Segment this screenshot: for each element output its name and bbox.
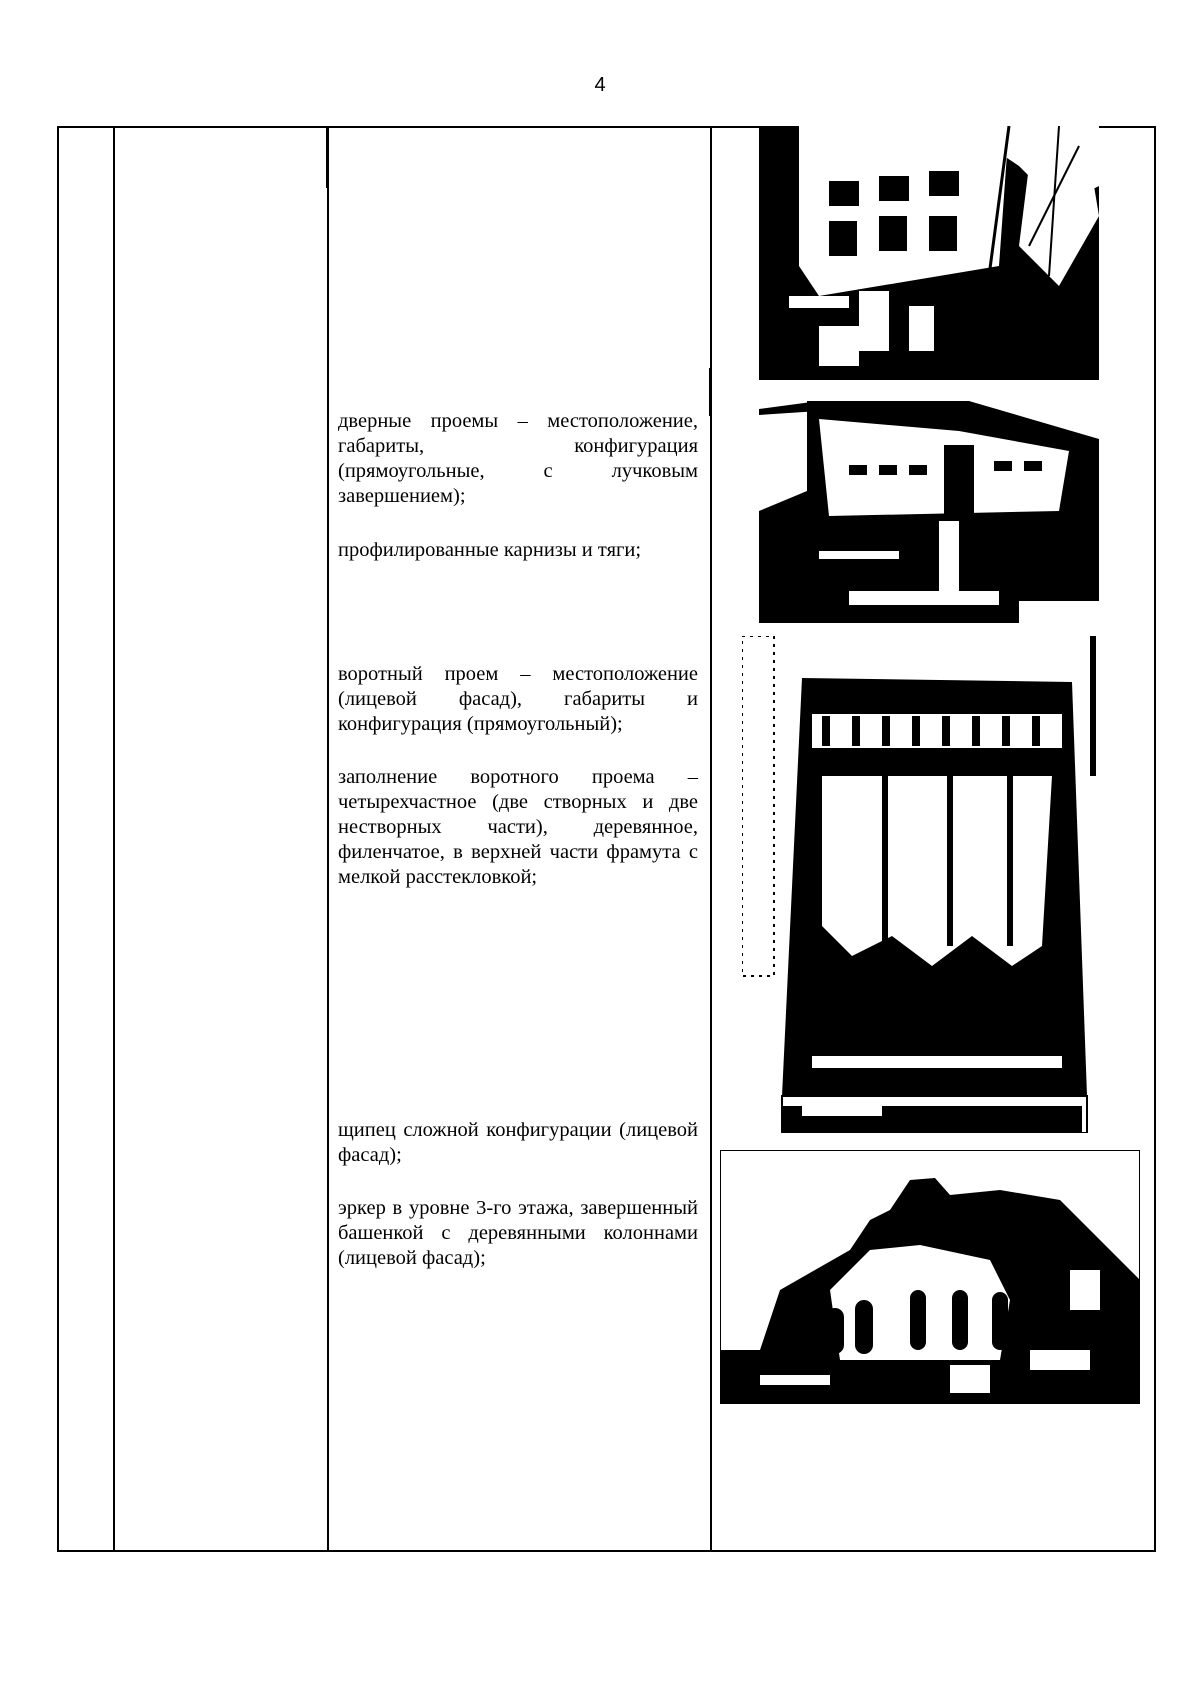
column-divider-2 [327, 128, 329, 1550]
paragraph-gable: щипец сложной конфигурации (лицевой фасад); [338, 1119, 698, 1166]
column-divider-3 [710, 128, 712, 1550]
paragraph-gate-opening: воротный проем – местоположение (лицевой фасад), габариты и конфигурация (прямоугольный); [338, 663, 698, 735]
bay-window-tower-photo [720, 1150, 1140, 1404]
gateway-photo [742, 636, 1115, 1133]
column-divider-2-bold [326, 128, 329, 188]
paragraph-door-openings: дверные проемы – местоположение, габариты, конфигурация (прямоугольные, с лучковым завершением); [338, 410, 698, 507]
paragraph-cornices: профилированные карнизы и тяги; [338, 539, 642, 561]
column-divider-3-mark [709, 368, 712, 416]
doorway-photo [759, 401, 1099, 623]
paragraph-gate-filling: заполнение воротного проема – четырехчастное (две створных и две нестворных части), деревянное, филенчатое, в верхней части фрамута с мелкой расстекловкой; [338, 766, 698, 888]
building-facade-photo [759, 126, 1099, 380]
paragraph-bay-window: эркер в уровне 3-го этажа, завершенный башенкой с деревянными колоннами (лицевой фасад); [338, 1197, 698, 1269]
page-number: 4 [594, 74, 606, 96]
column-divider-1 [113, 128, 115, 1550]
